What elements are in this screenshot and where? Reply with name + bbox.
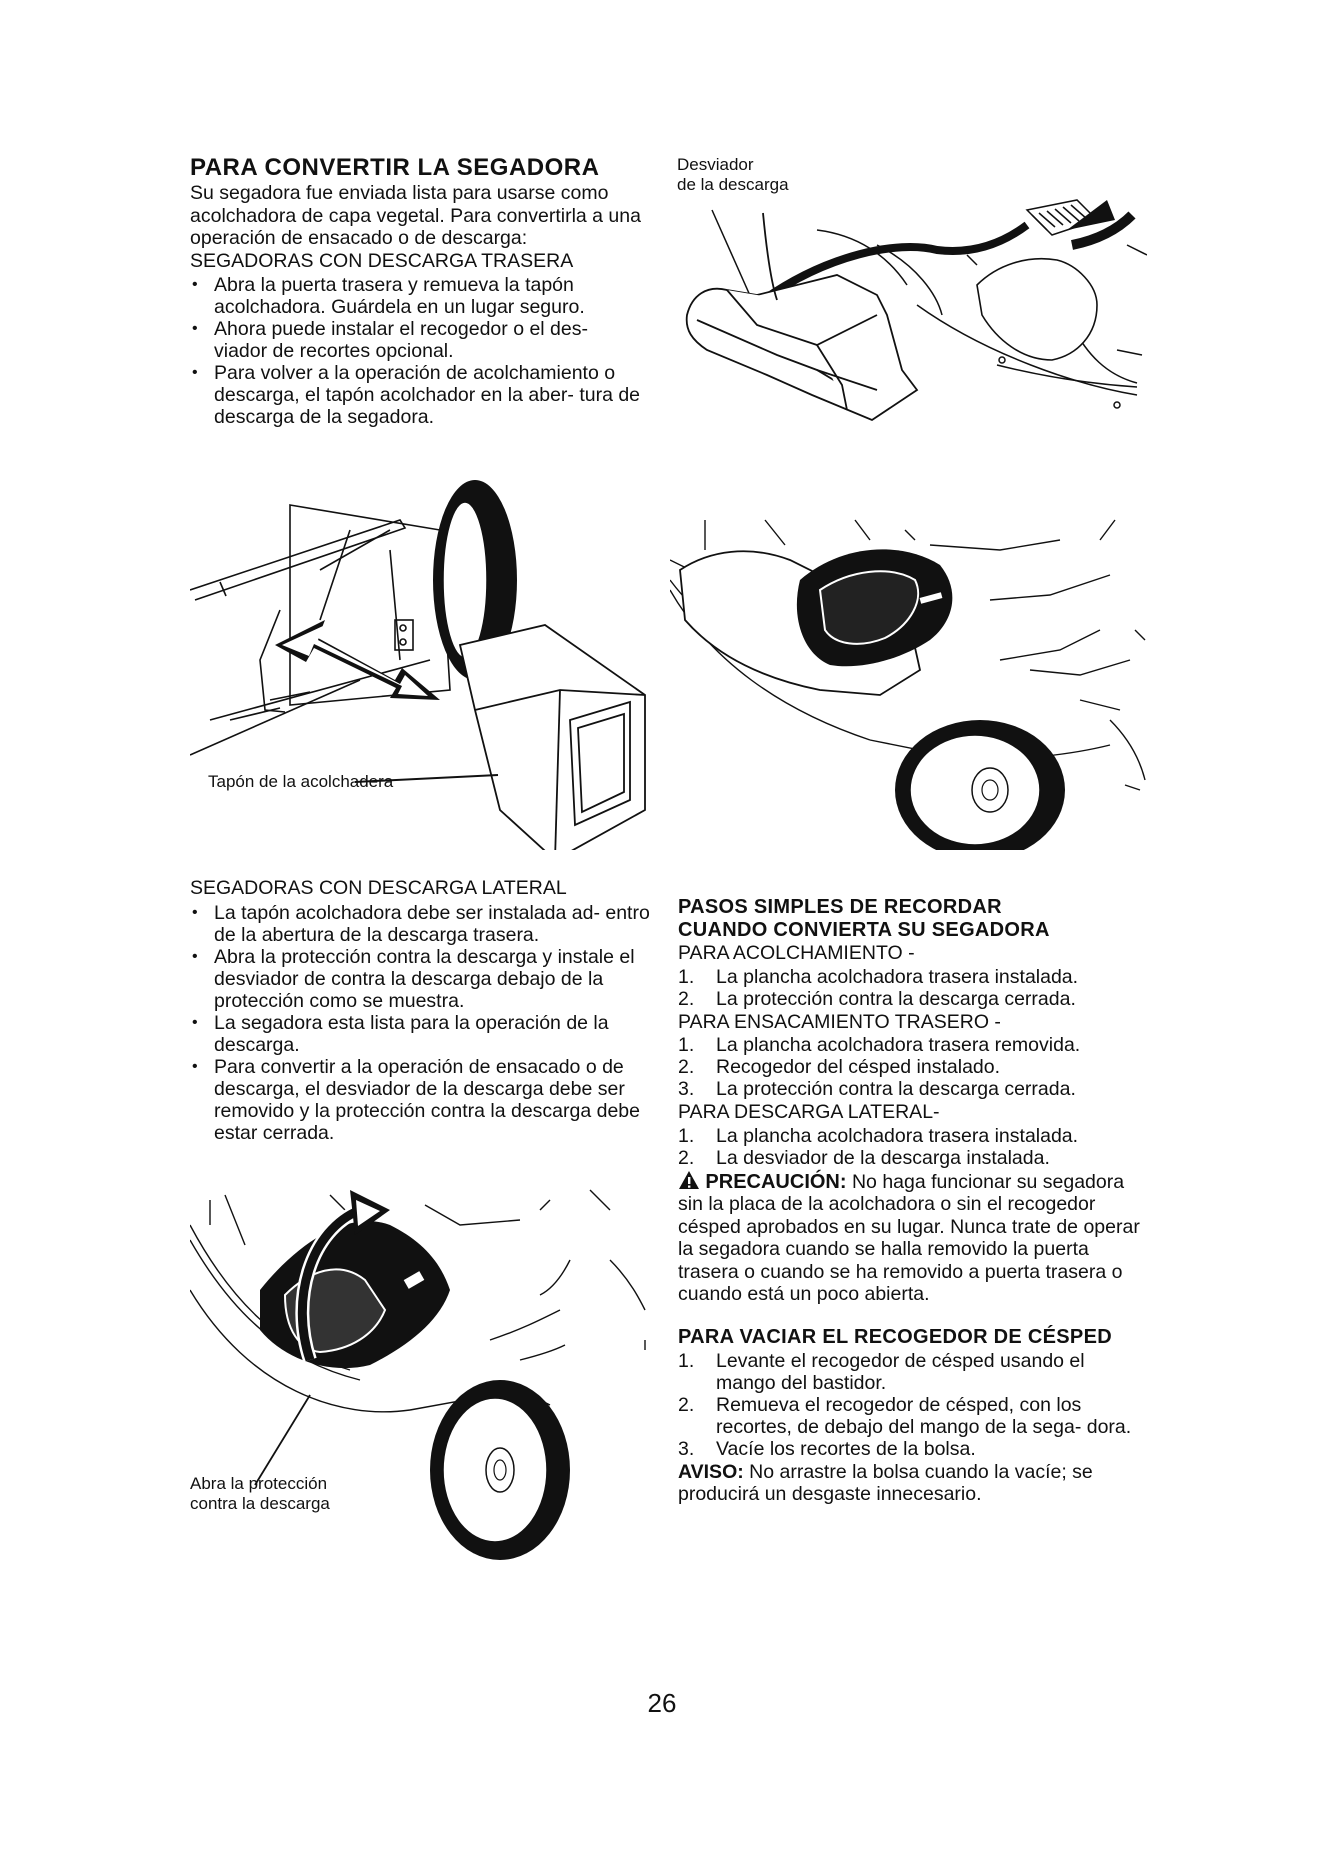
discharge-deflector-figure	[677, 155, 1147, 465]
steps-heading-1: PASOS SIMPLES DE RECORDAR	[678, 896, 1002, 918]
list-item: • Ahora puede instalar el recogedor o el des- viador de recortes opcional.	[190, 318, 645, 362]
guard-label-line-1: Abra la protección	[190, 1474, 328, 1493]
list-item: 2. Recogedor del césped instalado.	[678, 1056, 1001, 1078]
rear-discharge-heading: SEGADORAS CON DESCARGA TRASERA	[190, 249, 574, 272]
list-item: • Abra la protección contra la descarga y instale el desviador de contra la descarga debajo de la protección como se muestra.	[190, 946, 650, 1012]
list-item: • Para volver a la operación de acolchamiento o descarga, el tapón acolchador en la aber- tura de descarga de la segadora.	[190, 362, 645, 428]
rear-discharge-list	[190, 274, 645, 428]
list-item: 1. La plancha acolchadora trasera removida.	[678, 1034, 1081, 1056]
list-item: 3. Vacíe los recortes de la bolsa.	[678, 1437, 976, 1460]
list-item: • Para convertir a la operación de ensacado o de descarga, el desviador de la descarga debe ser removido y la protección contra la descarga debe estar cerrada.	[190, 1056, 650, 1144]
list-item: 3. La protección contra la descarga cerrada.	[678, 1078, 1076, 1100]
mulch-plug-label: Tapón de la acolchadera	[208, 772, 394, 791]
bag-steps	[678, 1034, 1148, 1100]
section-title: PARA CONVERTIR LA SEGADORA	[190, 154, 600, 181]
side-discharge-illustration	[670, 510, 1150, 850]
list-item: 2. Remueva el recogedor de césped, con los recortes, de debajo del mango de la sega- dora.	[678, 1393, 1132, 1438]
warning-icon	[678, 1170, 700, 1190]
right-column-text	[678, 896, 1148, 1506]
list-item: 1. La plancha acolchadora trasera instalada.	[678, 1124, 1079, 1147]
caution-paragraph	[678, 1170, 1148, 1306]
side-steps	[678, 1125, 1148, 1169]
list-item: 1. Levante el recogedor de césped usando el mango del bastidor.	[678, 1349, 1085, 1394]
page-number: 26	[647, 1688, 677, 1718]
list-item: 2. La desviador de la descarga instalada.	[678, 1146, 1050, 1169]
list-item: • La tapón acolchadora debe ser instalada ad- entro de la abertura de la descarga trasera.	[190, 902, 650, 946]
list-item: 1. La plancha acolchadora trasera instalada.	[678, 965, 1079, 988]
left-column-bottom	[190, 877, 650, 1144]
list-item: • La segadora esta lista para la operación de la descarga.	[190, 1012, 650, 1056]
guard-label-line-2: contra la descarga	[190, 1494, 330, 1513]
caution-label: PRECAUCIÓN:	[705, 1170, 847, 1193]
discharge-guard-figure	[190, 1180, 660, 1560]
deflector-illustration	[677, 155, 1147, 465]
notice-text: No arrastre la bolsa cuando la vacíe; se producirá un desgaste innecesario.	[678, 1460, 1093, 1505]
deflector-label-line-2: de la descarga	[677, 175, 789, 194]
intro-paragraph: Su segadora fue enviada lista para usarse como acolchadora de capa vegetal. Para convertirla a una operación de ensacado o de descarga:	[190, 182, 641, 249]
side-discharge-steps-heading: PARA DESCARGA LATERAL-	[678, 1101, 940, 1123]
steps-heading-2: CUANDO CONVIERTA SU SEGADORA	[678, 919, 1050, 941]
side-discharge-figure	[670, 510, 1150, 850]
empty-catcher-heading: PARA VACIAR EL RECOGEDOR DE CÉSPED	[678, 1325, 1112, 1348]
mulch-plug-illustration	[190, 470, 660, 850]
side-discharge-heading: SEGADORAS CON DESCARGA LATERAL	[190, 877, 567, 899]
notice-paragraph	[678, 1461, 1148, 1506]
bag-heading: PARA ENSACAMIENTO TRASERO -	[678, 1010, 1001, 1033]
mulch-heading: PARA ACOLCHAMIENTO -	[678, 942, 915, 964]
empty-steps	[678, 1350, 1148, 1460]
caution-text: No haga funcionar su segadora sin la placa de la acolchadora o sin el recogedor césped aprobados en su lugar. Nunca trate de operar la segadora cuando se halla removido la puerta trasera o cuando se ha removido a puerta trasera o cuando está un poco abierta.	[678, 1170, 1140, 1305]
left-column-top	[190, 155, 645, 428]
list-item: • Abra la puerta trasera y remueva la tapón acolchadora. Guárdela en un lugar seguro.	[190, 274, 645, 318]
list-item: 2. La protección contra la descarga cerrada.	[678, 987, 1076, 1010]
notice-label: AVISO:	[678, 1460, 744, 1483]
mulch-plug-figure	[190, 470, 660, 850]
deflector-label-line-1: Desviador	[677, 155, 754, 174]
side-discharge-list	[190, 902, 650, 1144]
mulch-steps	[678, 966, 1148, 1010]
